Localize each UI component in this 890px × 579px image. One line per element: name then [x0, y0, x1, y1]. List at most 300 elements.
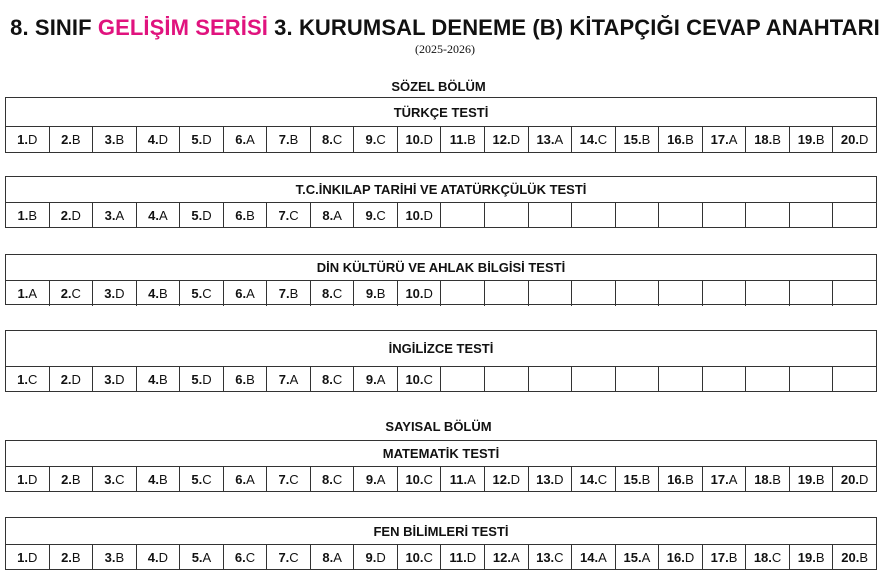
question-number: 4. [148, 286, 159, 301]
answer-letter: B [376, 286, 386, 301]
answer-cell [703, 367, 747, 392]
answer-cell [137, 545, 181, 570]
answer-letter: C [332, 132, 343, 147]
question-number: 10. [405, 472, 424, 487]
question-number: 3. [104, 286, 116, 301]
answer-letter: B [159, 472, 168, 487]
answer-letter: D [510, 132, 521, 147]
question-number: 5. [191, 550, 203, 565]
answer-letter: C [376, 208, 386, 223]
question-number: 1. [17, 208, 29, 223]
answer-cell [137, 467, 181, 492]
answer-cell [398, 281, 442, 306]
question-number: 13. [536, 550, 555, 565]
answer-cell [6, 127, 50, 152]
question-number: 20. [841, 550, 860, 565]
answer-letter: C [423, 550, 433, 565]
answer-letter: D [202, 208, 212, 223]
answer-letter: D [202, 132, 212, 147]
question-number: 3. [104, 472, 116, 487]
answer-cell [703, 467, 747, 492]
question-number: 14. [579, 472, 598, 487]
answer-row [6, 127, 876, 152]
answer-letter: A [159, 208, 168, 223]
answer-letter: C [28, 372, 38, 387]
question-number: 7. [278, 286, 290, 301]
answer-letter: B [28, 208, 38, 223]
answer-cell [572, 203, 616, 228]
answer-cell [50, 367, 94, 392]
answer-cell [93, 545, 137, 570]
answer-cell [441, 545, 485, 570]
answer-letter: A [333, 208, 342, 223]
question-number: 3. [104, 550, 116, 565]
question-number: 4. [147, 132, 159, 147]
answer-letter: A [333, 550, 342, 565]
answer-cell [572, 467, 616, 492]
answer-cell [572, 127, 616, 152]
question-number: 11. [449, 472, 468, 487]
question-number: 17. [710, 132, 729, 147]
answer-cell [572, 367, 616, 392]
answer-cell [833, 203, 876, 228]
answer-cell [137, 203, 181, 228]
answer-cell [572, 281, 616, 306]
answer-cell [50, 127, 94, 152]
question-number: 3. [104, 372, 116, 387]
question-number: 9. [365, 132, 377, 147]
answer-letter: C [71, 286, 81, 301]
answer-cell [354, 367, 398, 392]
question-number: 10. [405, 550, 424, 565]
question-number: 19. [797, 132, 816, 147]
answer-cell [485, 127, 529, 152]
answer-cell [616, 467, 660, 492]
answer-cell [529, 127, 573, 152]
answer-letter: D [423, 208, 433, 223]
page-title [0, 15, 890, 41]
question-number: 3. [104, 132, 116, 147]
answer-cell [354, 545, 398, 570]
question-number: 4. [148, 472, 159, 487]
answer-letter: D [158, 132, 169, 147]
answer-letter: D [376, 550, 386, 565]
answer-cell [529, 203, 573, 228]
answer-row [6, 545, 876, 570]
answer-cell [746, 545, 790, 570]
question-number: 9. [365, 286, 377, 301]
question-number: 7. [278, 372, 290, 387]
answer-row [6, 281, 876, 306]
answer-letter: C [289, 208, 299, 223]
test-block-inkilap [5, 176, 877, 228]
answer-row [6, 203, 876, 228]
answer-letter: B [71, 550, 81, 565]
answer-letter: A [641, 550, 651, 565]
question-number: 1. [17, 286, 29, 301]
answer-letter: A [376, 472, 386, 487]
question-number: 1. [17, 550, 28, 565]
answer-cell [833, 127, 876, 152]
answer-cell [180, 467, 224, 492]
answer-cell [659, 545, 703, 570]
answer-cell [224, 367, 268, 392]
question-number: 4. [148, 208, 159, 223]
answer-letter: C [332, 286, 343, 301]
question-number: 6. [235, 132, 247, 147]
question-number: 3. [104, 208, 116, 223]
answer-cell [50, 467, 94, 492]
answer-cell [441, 127, 485, 152]
answer-cell [6, 281, 50, 306]
answer-cell [311, 545, 355, 570]
question-number: 20. [840, 472, 859, 487]
title-accent: GELİŞİM SERİSİ [97, 15, 268, 40]
answer-cell [224, 281, 268, 306]
question-number: 7. [278, 208, 290, 223]
answer-letter: C [332, 372, 343, 387]
question-number: 6. [234, 550, 246, 565]
answer-letter: D [115, 286, 125, 301]
answer-letter: C [115, 472, 125, 487]
answer-letter: B [859, 550, 869, 565]
question-number: 9. [365, 550, 377, 565]
answer-letter: D [28, 550, 38, 565]
answer-cell [441, 467, 485, 492]
answer-cell [50, 203, 94, 228]
title-part1: 8. SINIF [10, 15, 98, 40]
answer-row [6, 467, 876, 492]
question-number: 8. [321, 472, 333, 487]
answer-cell [616, 203, 660, 228]
answer-letter: D [466, 550, 477, 565]
answer-cell [833, 367, 876, 392]
question-number: 5. [191, 132, 203, 147]
answer-cell [267, 127, 311, 152]
answer-cell [790, 127, 834, 152]
question-number: 2. [61, 472, 72, 487]
answer-letter: D [684, 550, 695, 565]
answer-cell [267, 367, 311, 392]
answer-cell [311, 467, 355, 492]
answer-cell [6, 545, 50, 570]
answer-letter: A [246, 472, 255, 487]
question-number: 16. [666, 550, 685, 565]
answer-letter: B [467, 132, 476, 147]
question-number: 10. [405, 132, 424, 147]
answer-letter: B [246, 372, 255, 387]
answer-letter: C [202, 472, 212, 487]
answer-letter: A [467, 472, 476, 487]
question-number: 8. [321, 286, 333, 301]
answer-cell [354, 127, 398, 152]
answer-cell [441, 281, 485, 306]
answer-cell [311, 367, 355, 392]
answer-cell [616, 127, 660, 152]
test-block-turkce [5, 97, 877, 153]
question-number: 16. [667, 132, 686, 147]
answer-cell [6, 467, 50, 492]
answer-cell [485, 203, 529, 228]
answer-letter: D [859, 472, 869, 487]
test-title: T.C.İNKILAP TARİHİ VE ATATÜRKÇÜLÜK TESTİ [6, 177, 876, 203]
question-number: 8. [321, 132, 333, 147]
answer-letter: B [159, 372, 168, 387]
section-label-sayisal: SAYISAL BÖLÜM [385, 419, 492, 434]
question-number: 13. [536, 472, 555, 487]
answer-cell [790, 367, 834, 392]
answer-cell [529, 545, 573, 570]
answer-letter: B [246, 208, 255, 223]
question-number: 10. [405, 372, 424, 387]
answer-letter: C [423, 372, 433, 387]
answer-letter: C [289, 472, 299, 487]
question-number: 5. [191, 208, 203, 223]
answer-cell [267, 281, 311, 306]
answer-cell [354, 467, 398, 492]
answer-cell [267, 545, 311, 570]
answer-letter: D [28, 132, 38, 147]
answer-cell [529, 467, 573, 492]
question-number: 2. [61, 550, 72, 565]
question-number: 1. [17, 472, 28, 487]
question-number: 15. [623, 132, 642, 147]
answer-letter: B [71, 132, 81, 147]
question-number: 16. [667, 472, 686, 487]
answer-row [6, 367, 876, 392]
answer-letter: C [376, 132, 386, 147]
question-number: 6. [235, 286, 247, 301]
question-number: 19. [797, 550, 816, 565]
answer-cell [6, 203, 50, 228]
question-number: 14. [579, 132, 598, 147]
answer-cell [311, 203, 355, 228]
answer-cell [833, 545, 876, 570]
answer-letter: D [71, 208, 81, 223]
answer-letter: A [728, 132, 738, 147]
answer-cell [529, 367, 573, 392]
answer-cell [790, 545, 834, 570]
answer-letter: B [71, 472, 81, 487]
question-number: 6. [235, 208, 247, 223]
question-number: 9. [365, 208, 377, 223]
question-number: 4. [147, 550, 159, 565]
answer-cell [224, 467, 268, 492]
answer-cell [224, 203, 268, 228]
answer-letter: B [289, 132, 299, 147]
answer-cell [703, 545, 747, 570]
answer-letter: C [423, 472, 433, 487]
answer-letter: A [246, 132, 255, 147]
test-block-din [5, 254, 877, 305]
question-number: 12. [492, 132, 511, 147]
answer-letter: A [728, 472, 738, 487]
answer-letter: C [245, 550, 256, 565]
question-number: 15. [623, 472, 642, 487]
question-number: 13. [536, 132, 555, 147]
answer-cell [746, 467, 790, 492]
answer-letter: B [159, 286, 168, 301]
answer-cell [485, 367, 529, 392]
answer-letter: C [597, 132, 608, 147]
answer-letter: B [289, 286, 299, 301]
answer-cell [137, 127, 181, 152]
question-number: 2. [60, 208, 72, 223]
answer-letter: D [510, 472, 521, 487]
answer-cell [50, 545, 94, 570]
answer-cell [180, 203, 224, 228]
answer-letter: B [815, 550, 825, 565]
answer-letter: B [772, 472, 781, 487]
question-number: 10. [405, 208, 424, 223]
question-number: 2. [60, 372, 72, 387]
question-number: 5. [191, 286, 203, 301]
answer-letter: C [597, 472, 608, 487]
question-number: 10. [405, 286, 424, 301]
answer-letter: A [202, 550, 212, 565]
answer-letter: D [202, 372, 212, 387]
answer-letter: A [246, 286, 255, 301]
answer-cell [93, 367, 137, 392]
section-label-sozel: SÖZEL BÖLÜM [391, 79, 486, 94]
question-number: 12. [492, 550, 511, 565]
test-block-ingilizce [5, 330, 877, 392]
answer-letter: A [376, 372, 386, 387]
answer-cell [398, 545, 442, 570]
question-number: 12. [492, 472, 511, 487]
answer-letter: C [202, 286, 212, 301]
question-number: 4. [148, 372, 159, 387]
answer-letter: D [423, 132, 433, 147]
answer-cell [180, 281, 224, 306]
answer-cell [790, 467, 834, 492]
question-number: 7. [278, 132, 290, 147]
question-number: 14. [580, 550, 599, 565]
answer-cell [703, 281, 747, 306]
answer-cell [485, 467, 529, 492]
answer-letter: B [815, 472, 825, 487]
page-subtitle: (2025-2026) [415, 42, 475, 56]
answer-cell [180, 127, 224, 152]
answer-letter: C [332, 472, 343, 487]
answer-cell [572, 545, 616, 570]
answer-cell [354, 203, 398, 228]
answer-letter: A [510, 550, 520, 565]
answer-cell [703, 203, 747, 228]
answer-letter: B [728, 550, 738, 565]
answer-letter: B [115, 132, 125, 147]
answer-cell [746, 367, 790, 392]
answer-cell [746, 203, 790, 228]
answer-letter: A [289, 372, 299, 387]
answer-cell [659, 127, 703, 152]
question-number: 2. [61, 132, 72, 147]
question-number: 1. [17, 132, 28, 147]
answer-cell [659, 367, 703, 392]
answer-letter: A [598, 550, 607, 565]
answer-cell [93, 467, 137, 492]
answer-letter: B [685, 132, 694, 147]
answer-cell [441, 203, 485, 228]
answer-letter: C [554, 550, 564, 565]
question-number: 8. [322, 208, 334, 223]
answer-cell [180, 367, 224, 392]
question-number: 9. [365, 372, 377, 387]
answer-cell [790, 281, 834, 306]
answer-cell [267, 203, 311, 228]
question-number: 18. [754, 472, 773, 487]
answer-cell [137, 281, 181, 306]
answer-cell [616, 281, 660, 306]
test-title: TÜRKÇE TESTİ [6, 98, 876, 127]
question-number: 6. [235, 372, 247, 387]
question-number: 5. [191, 372, 203, 387]
answer-cell [398, 203, 442, 228]
question-number: 18. [753, 550, 772, 565]
question-number: 17. [710, 472, 729, 487]
answer-cell [659, 203, 703, 228]
answer-cell [790, 203, 834, 228]
answer-letter: B [772, 132, 781, 147]
answer-cell [659, 281, 703, 306]
title-part2: 3. KURUMSAL DENEME (B) KİTAPÇIĞI CEVAP ANAHTARI [267, 15, 880, 40]
answer-cell [398, 467, 442, 492]
answer-letter: B [685, 472, 694, 487]
answer-letter: D [423, 286, 433, 301]
answer-letter: A [28, 286, 38, 301]
answer-letter: C [771, 550, 782, 565]
answer-cell [93, 281, 137, 306]
answer-letter: D [554, 472, 564, 487]
answer-cell [311, 281, 355, 306]
test-block-fen [5, 517, 877, 570]
test-block-matematik [5, 440, 877, 492]
answer-cell [354, 281, 398, 306]
question-number: 15. [623, 550, 642, 565]
answer-letter: B [815, 132, 825, 147]
answer-cell [485, 545, 529, 570]
answer-cell [833, 281, 876, 306]
answer-letter: A [554, 132, 564, 147]
question-number: 19. [797, 472, 816, 487]
test-title: FEN BİLİMLERİ TESTİ [6, 518, 876, 545]
question-number: 2. [60, 286, 72, 301]
question-number: 8. [321, 372, 333, 387]
answer-cell [616, 367, 660, 392]
question-number: 18. [754, 132, 773, 147]
answer-cell [398, 367, 442, 392]
answer-cell [485, 281, 529, 306]
answer-cell [746, 127, 790, 152]
answer-cell [529, 281, 573, 306]
question-number: 1. [17, 372, 28, 387]
question-number: 17. [710, 550, 729, 565]
answer-letter: C [289, 550, 299, 565]
answer-cell [659, 467, 703, 492]
answer-letter: A [115, 208, 125, 223]
answer-letter: D [115, 372, 125, 387]
answer-letter: B [641, 472, 651, 487]
test-title: İNGİLİZCE TESTİ [6, 331, 876, 367]
answer-cell [93, 127, 137, 152]
question-number: 6. [235, 472, 247, 487]
test-title: DİN KÜLTÜRÜ VE AHLAK BİLGİSİ TESTİ [6, 255, 876, 281]
answer-cell [311, 127, 355, 152]
answer-cell [746, 281, 790, 306]
answer-letter: D [158, 550, 169, 565]
question-number: 8. [322, 550, 334, 565]
answer-cell [137, 367, 181, 392]
